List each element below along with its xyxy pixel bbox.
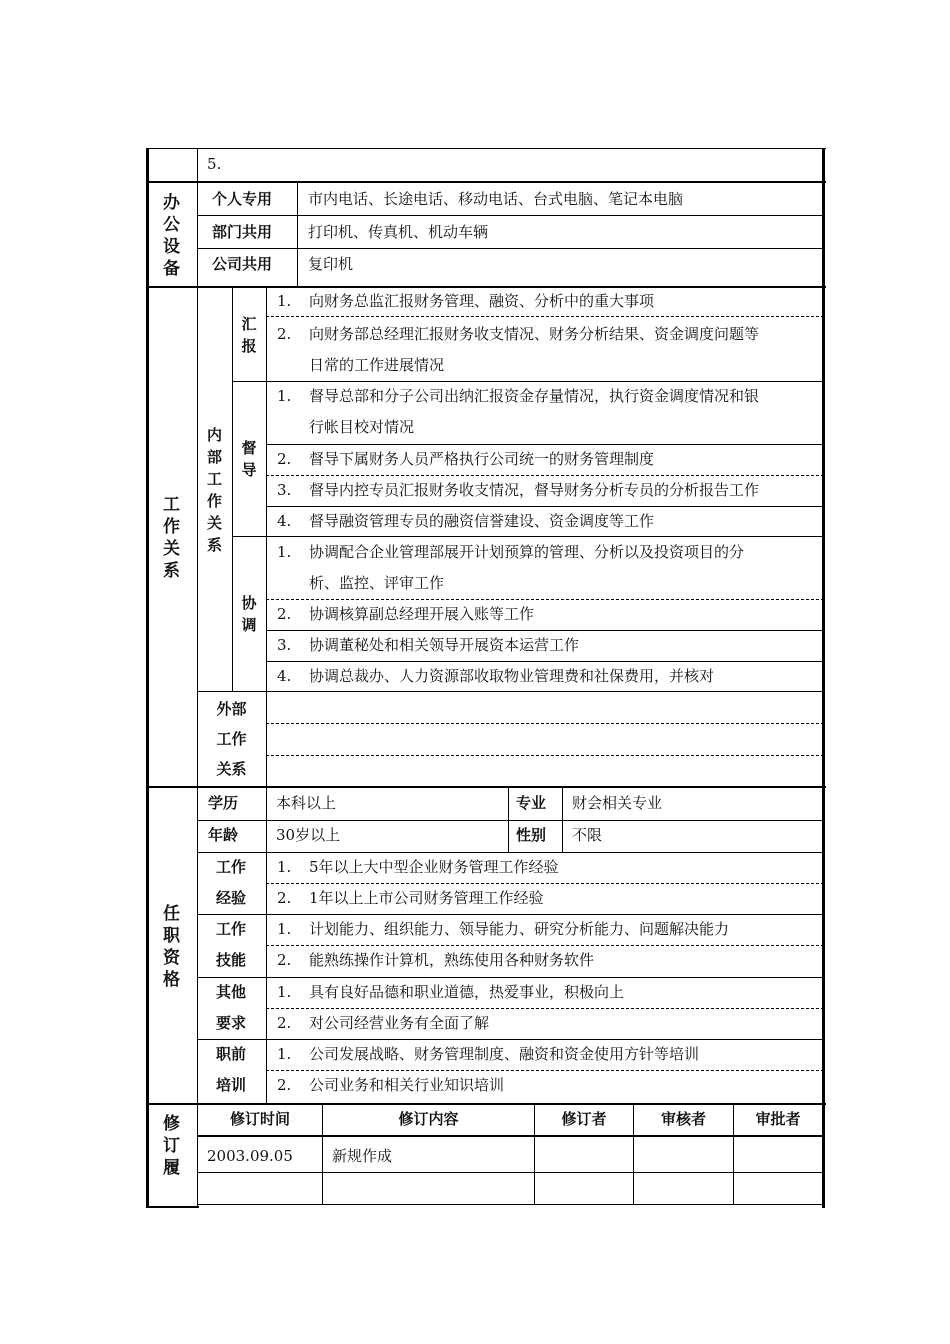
equipment-label-personal: 个人专用	[212, 190, 273, 208]
divider	[266, 945, 824, 946]
coordinate-item-3-num: 3.	[277, 636, 292, 654]
supervise-label: 督 导	[241, 439, 257, 479]
education-label: 学历	[208, 794, 239, 812]
report-label: 汇 报	[241, 315, 257, 355]
report-item-1-num: 1.	[277, 292, 292, 310]
experience-item-2-num: 2.	[277, 889, 292, 907]
revision-header-reviewer: 审核者	[660, 1110, 706, 1128]
work-relations-label: 工 作 关 系	[163, 494, 180, 581]
divider	[266, 1070, 824, 1071]
coordinate-item-4-num: 4.	[277, 667, 292, 685]
coordinate-item-1-line-2: 析、监控、评审工作	[309, 574, 445, 592]
divider	[197, 691, 824, 692]
education-value: 本科以上	[276, 794, 337, 812]
divider	[266, 755, 824, 756]
other-item-2-num: 2.	[277, 1014, 292, 1032]
divider	[266, 599, 824, 600]
divider	[197, 1172, 824, 1173]
divider	[197, 1204, 824, 1205]
experience-item-1-num: 1.	[277, 858, 292, 876]
revision-row-1-date: 2003.09.05	[207, 1147, 293, 1165]
divider	[266, 723, 824, 724]
divider	[146, 286, 826, 288]
other-label-2: 要求	[216, 1014, 247, 1032]
divider	[266, 506, 824, 507]
divider	[197, 1039, 824, 1040]
divider	[297, 182, 298, 287]
right-border	[822, 148, 825, 1208]
coordinate-item-1-line-1: 协调配合企业管理部展开计划预算的管理、分析以及投资项目的分	[309, 543, 745, 561]
top-border	[146, 148, 826, 149]
divider	[266, 630, 824, 631]
divider	[266, 316, 824, 317]
report-item-2-line-2: 日常的工作进展情况	[309, 356, 445, 374]
coordinate-label: 协 调	[241, 594, 257, 634]
equipment-value-personal: 市内电话、长途电话、移动电话、台式电脑、笔记本电脑	[308, 190, 684, 208]
equipment-label-department: 部门共用	[212, 223, 273, 241]
gender-value: 不限	[572, 826, 603, 844]
other-label-1: 其他	[216, 983, 247, 1001]
skills-item-2-num: 2.	[277, 951, 292, 969]
job-description-table	[146, 148, 826, 1208]
equipment-value-company: 复印机	[308, 255, 354, 273]
supervise-item-1-num: 1.	[277, 387, 292, 405]
experience-label-2: 经验	[216, 889, 247, 907]
age-value: 30岁以上	[276, 826, 341, 844]
coordinate-item-2-num: 2.	[277, 605, 292, 623]
experience-item-1-text: 5年以上大中型企业财务管理工作经验	[309, 858, 559, 876]
supervise-item-2-num: 2.	[277, 450, 292, 468]
equipment-value-department: 打印机、传真机、机动车辆	[308, 223, 489, 241]
external-relations-label: 外部工作关系	[216, 700, 247, 778]
other-item-2-text: 对公司经营业务有全面了解	[309, 1014, 490, 1032]
report-item-1-text: 向财务总监汇报财务管理、融资、分析中的重大事项	[309, 292, 655, 310]
revision-header-reviser: 修订者	[561, 1110, 607, 1128]
coordinate-item-2-text: 协调核算副总经理开展入账等工作	[309, 605, 535, 623]
training-item-1-text: 公司发展战略、财务管理制度、融资和资金使用方针等培训	[309, 1045, 700, 1063]
skills-label-1: 工作	[216, 920, 247, 938]
divider	[146, 786, 826, 788]
training-label-2: 培训	[216, 1076, 247, 1094]
supervise-item-3-num: 3.	[277, 481, 292, 499]
report-item-2-line-1: 向财务部总经理汇报财务收支情况、财务分析结果、资金调度问题等	[309, 325, 760, 343]
divider	[197, 248, 824, 249]
divider	[232, 381, 824, 382]
divider	[197, 914, 824, 915]
supervise-item-1-line-2: 行帐目校对情况	[309, 418, 415, 436]
coordinate-item-1-num: 1.	[277, 543, 292, 561]
divider	[266, 691, 267, 786]
training-label-1: 职前	[216, 1045, 247, 1063]
revision-header-content: 修订内容	[398, 1110, 459, 1128]
supervise-item-4-text: 督导融资管理专员的融资信誉建设、资金调度等工作	[309, 512, 655, 530]
divider	[146, 1206, 199, 1208]
training-item-2-num: 2.	[277, 1076, 292, 1094]
skills-label-2: 技能	[216, 951, 247, 969]
supervise-item-4-num: 4.	[277, 512, 292, 530]
divider	[197, 977, 824, 978]
top-row-text: 5.	[207, 155, 222, 173]
divider	[266, 475, 824, 476]
experience-item-2-text: 1年以上上市公司财务管理工作经验	[309, 889, 544, 907]
revision-label: 修 订 履	[163, 1114, 180, 1178]
age-label: 年龄	[208, 826, 239, 844]
divider	[197, 1135, 824, 1137]
divider	[197, 820, 824, 821]
divider	[232, 536, 824, 537]
divider	[146, 181, 826, 183]
revision-header-date: 修订时间	[229, 1110, 290, 1128]
major-value: 财会相关专业	[572, 794, 663, 812]
coordinate-item-3-text: 协调董秘处和相关领导开展资本运营工作	[309, 636, 580, 654]
divider	[266, 661, 824, 662]
experience-label-1: 工作	[216, 858, 247, 876]
other-item-1-text: 具有良好品德和职业道德，热爱事业，积极向上	[309, 983, 625, 1001]
major-label: 专业	[516, 794, 547, 812]
divider	[266, 1008, 824, 1009]
internal-relations-label: 内 部 工 作 关 系	[206, 426, 222, 554]
divider	[266, 444, 824, 445]
divider	[146, 1103, 826, 1105]
gender-label: 性别	[516, 826, 547, 844]
divider	[197, 852, 824, 853]
equipment-label-company: 公司共用	[212, 255, 273, 273]
divider	[197, 215, 824, 216]
supervise-item-3-text: 督导内控专员汇报财务收支情况，督导财务分析专员的分析报告工作	[309, 481, 760, 499]
training-item-1-num: 1.	[277, 1045, 292, 1063]
supervise-item-2-text: 督导下属财务人员严格执行公司统一的财务管理制度	[309, 450, 655, 468]
office-equipment-label: 办 公 设 备	[163, 193, 180, 279]
revision-header-approver: 审批者	[755, 1110, 801, 1128]
revision-row-1-content: 新规作成	[332, 1147, 393, 1165]
skills-item-1-text: 计划能力、组织能力、领导能力、研究分析能力、问题解决能力	[309, 920, 730, 938]
coordinate-item-4-text: 协调总裁办、人力资源部收取物业管理费和社保费用，并核对	[309, 667, 715, 685]
other-item-1-num: 1.	[277, 983, 292, 1001]
training-item-2-text: 公司业务和相关行业知识培训	[309, 1076, 505, 1094]
skills-item-2-text: 能熟练操作计算机，熟练使用各种财务软件	[309, 951, 595, 969]
divider	[266, 883, 824, 884]
report-item-2-num: 2.	[277, 325, 292, 343]
skills-item-1-num: 1.	[277, 920, 292, 938]
supervise-item-1-line-1: 督导总部和分子公司出纳汇报资金存量情况，执行资金调度情况和银	[309, 387, 760, 405]
qualifications-label: 任 职 资 格	[163, 903, 180, 990]
